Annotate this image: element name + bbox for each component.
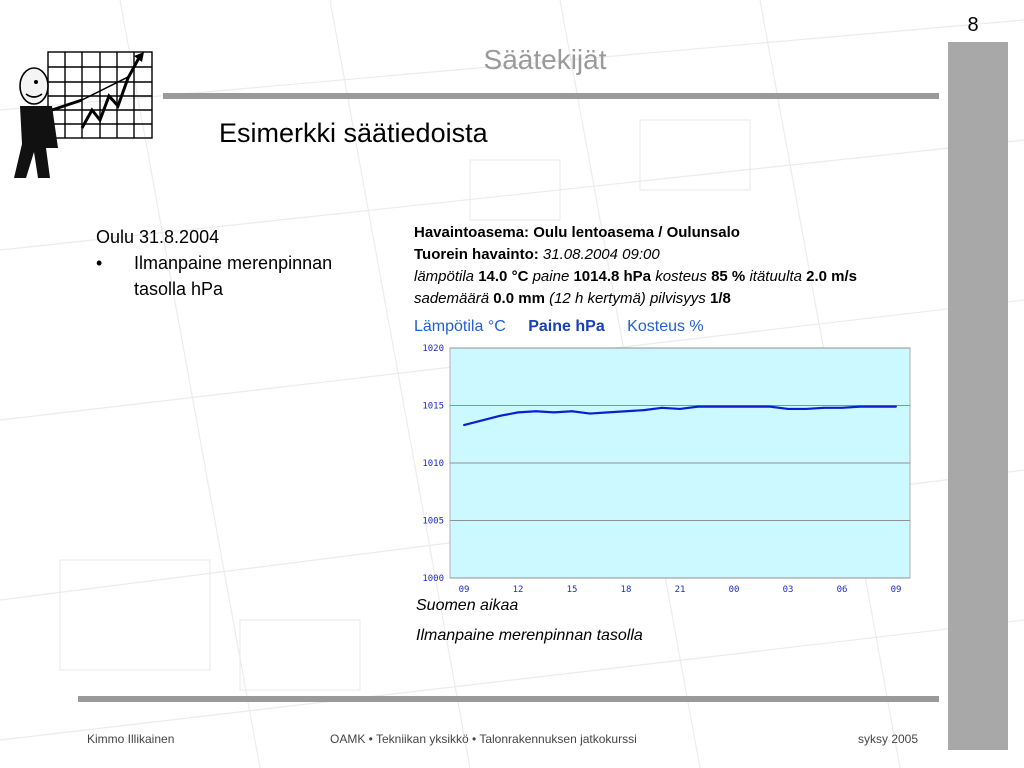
data-point xyxy=(679,408,681,410)
footer-rule xyxy=(78,696,939,702)
temp-value: 14.0 °C xyxy=(478,268,529,285)
data-point xyxy=(481,419,483,421)
pressure-label: paine xyxy=(532,268,570,285)
data-point xyxy=(625,410,627,412)
data-point xyxy=(589,413,591,415)
page-number: 8 xyxy=(967,14,979,36)
wind-label: itätuulta xyxy=(749,268,802,285)
data-point xyxy=(697,406,699,408)
chart-caption: Ilmanpaine merenpinnan tasolla xyxy=(416,627,643,644)
x-tick-label: 09 xyxy=(890,585,902,595)
data-point xyxy=(733,406,735,408)
y-tick-label: 1010 xyxy=(422,459,444,469)
data-point xyxy=(571,410,573,412)
right-sidebar-bar xyxy=(948,42,1008,750)
data-point xyxy=(517,411,519,413)
precip-row xyxy=(414,288,944,310)
x-tick-label: 15 xyxy=(566,585,578,595)
x-tick-label: 12 xyxy=(512,585,524,595)
precip-value: 0.0 mm xyxy=(493,290,545,307)
y-tick-label: 1020 xyxy=(422,344,444,354)
data-point xyxy=(463,424,465,426)
x-tick-label: 18 xyxy=(620,585,632,595)
data-point xyxy=(841,407,843,409)
latest-value: 31.08.2004 09:00 xyxy=(542,246,660,263)
title-rule xyxy=(163,93,939,99)
precip-label: sademäärä xyxy=(414,290,490,307)
chart-tabs xyxy=(414,318,722,336)
data-point xyxy=(877,406,879,408)
left-text-block xyxy=(96,224,332,302)
temp-label: lämpötila xyxy=(414,268,475,285)
bullet-line-1: Ilmanpaine merenpinnan xyxy=(134,253,333,273)
data-point xyxy=(823,407,825,409)
data-point xyxy=(805,408,807,410)
station-label: Havaintoasema: xyxy=(414,224,530,241)
presenter-chart-icon xyxy=(12,48,157,180)
y-tick-label: 1005 xyxy=(422,516,444,527)
x-tick-label: 21 xyxy=(674,585,686,595)
data-point xyxy=(769,406,771,408)
tab-temperature[interactable]: Lämpötila °C xyxy=(414,318,506,335)
data-point xyxy=(895,406,897,408)
bullet-line-2: tasolla hPa xyxy=(134,279,224,299)
x-tick-label: 00 xyxy=(728,585,740,595)
station-value: Oulu lentoasema / Oulunsalo xyxy=(533,224,740,241)
x-tick-label: 03 xyxy=(782,585,794,595)
data-point xyxy=(859,406,861,408)
data-point xyxy=(751,406,753,408)
x-axis-caption: Suomen aikaa xyxy=(416,597,519,614)
location-date: Oulu 31.8.2004 xyxy=(96,227,220,247)
footer-author: Kimmo Illikainen xyxy=(87,732,175,746)
tab-pressure[interactable]: Paine hPa xyxy=(528,318,605,335)
y-tick-label: 1015 xyxy=(422,401,444,412)
humidity-label: kosteus xyxy=(655,268,707,285)
weather-observation-panel xyxy=(414,222,944,310)
pressure-chart xyxy=(410,340,916,602)
latest-row xyxy=(414,244,944,266)
station-row xyxy=(414,222,944,244)
footer-term: syksy 2005 xyxy=(858,732,919,746)
data-point xyxy=(499,415,501,417)
slide-subtitle: Esimerkki säätiedoista xyxy=(219,118,488,148)
humidity-value: 85 % xyxy=(711,268,746,285)
wind-value: 2.0 m/s xyxy=(806,268,858,285)
conditions-row xyxy=(414,266,944,288)
bullet-text xyxy=(134,250,332,302)
x-tick-label: 06 xyxy=(836,585,848,595)
x-tick-label: 09 xyxy=(458,585,470,595)
data-point xyxy=(553,411,555,413)
tab-humidity[interactable]: Kosteus % xyxy=(627,318,704,335)
data-point xyxy=(787,408,789,410)
cloud-value: 1/8 xyxy=(709,290,731,307)
bullet-item xyxy=(96,250,332,302)
pressure-value: 1014.8 hPa xyxy=(573,268,652,285)
latest-label: Tuorein havainto: xyxy=(414,246,539,263)
data-point xyxy=(715,406,717,408)
cloud-label: pilvisyys xyxy=(649,290,706,307)
precip-note: (12 h kertymä) xyxy=(549,290,646,307)
data-point xyxy=(661,407,663,409)
slide-title: Säätekijät xyxy=(483,44,607,75)
y-tick-label: 1000 xyxy=(422,574,444,584)
bullet-mark: • xyxy=(96,253,103,273)
data-point xyxy=(607,411,609,413)
data-point xyxy=(643,409,645,411)
data-point xyxy=(535,410,537,412)
footer-course: OAMK • Tekniikan yksikkö • Talonrakennuksen jatkokurssi xyxy=(330,732,637,746)
